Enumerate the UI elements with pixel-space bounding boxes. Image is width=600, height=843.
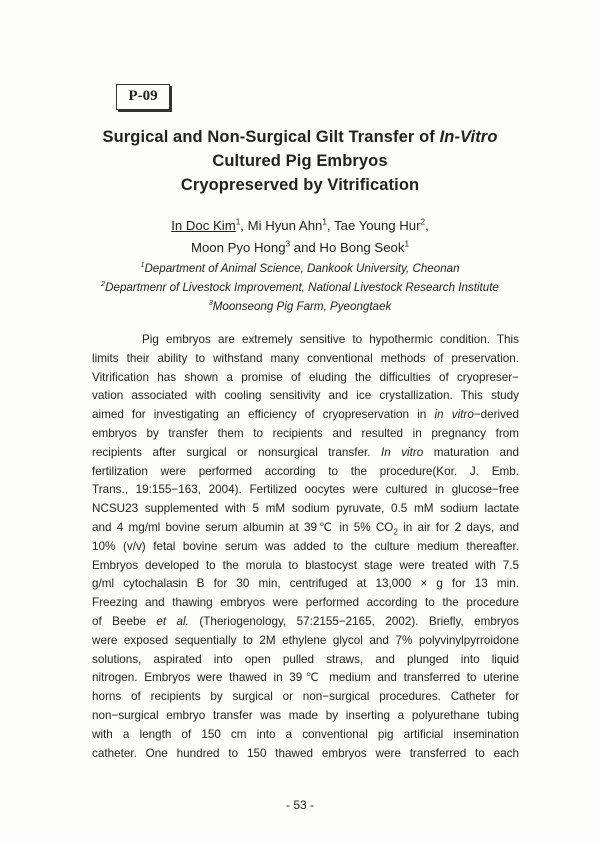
abstract-line: fertilization were performed according to the procedure(Kor. J. Emb. <box>92 464 519 478</box>
abstract-line: were exposed sequentially to 2M ethylene glycol and 7% polyvinylpyrroidone <box>92 633 519 647</box>
abstract-line: recipients after surgical or nonsurgical transfer. In vitro maturation and <box>92 445 519 459</box>
author-list <box>40 215 560 259</box>
abstract-line: Freezing and thawing embryos were performed according to the procedure <box>92 596 519 610</box>
affiliation: $^3$Moonseong Pig Farm, Pyeongtaek <box>208 298 392 313</box>
abstract-line: nitrogen. Embryos were thawed in 39℃ medium and transferred to uterine <box>92 671 519 685</box>
paper-id-box <box>116 84 170 110</box>
abstract-line: vation associated with cooling sensitivity and ice crystallization. This study <box>92 389 519 403</box>
authors-line-1: In Doc Kim$^1$, Mi Hyun Ahn$^1$, Tae Young Hur$^2$, <box>171 217 429 233</box>
abstract-line: embryos by transfer them to recipients and resulted in pregnancy from <box>92 426 519 440</box>
title-line-3: Cryopreserved by Vitrification <box>180 176 420 194</box>
abstract-line: Trans., 19:155−163, 2004). Fertilized oocytes were cultured in glucose−free <box>92 483 519 497</box>
author-name: , Tae Young Hur <box>326 218 421 233</box>
abstract-line: 10% (v/v) fetal bovine serum was added to the culture medium thereafter. <box>92 539 519 553</box>
author-name: and Ho Bong Seok <box>290 240 405 255</box>
abstract-line: g/ml cytochalasin B for 30 min, centrifuged at 13,000 × g for 13 min. <box>92 577 519 591</box>
abstract-line: catheter. One hundred to 150 thawed embryos were transferred to each <box>92 746 519 760</box>
affiliation: $^1$Department of Animal Science, Dankook University, Cheonan <box>140 260 460 275</box>
author-name: Moon Pyo Hong <box>190 240 286 255</box>
abstract-line: and 4 mg/ml bovine serum albumin at 39℃ in 5% $CO_2$ in air for 2 days, and <box>92 520 519 537</box>
abstract-line: aimed for investigating an efficiency of cryopreservation in in vitro−derived <box>92 408 519 422</box>
paper-title <box>40 125 560 197</box>
abstract-line: of Beebe et al. (Theriogenology, 57:2155−2165, 2002). Briefly, embryos <box>92 614 519 628</box>
abstract-line: Vitrification has shown a promise of eluding the difficulties of cryopreser− <box>92 370 519 384</box>
abstract-line: NCSU23 supplemented with 5 mM sodium pyruvate, 0.5 mM sodium lactate <box>92 502 519 516</box>
abstract-line: non−surgical embryo transfer was made by inserting a polyurethane tubing <box>92 708 519 722</box>
affiliation: $^2$Departmenr of Livestock Improvement, National Livestock Research Institute <box>101 279 499 294</box>
paper-id: P-09 <box>128 88 158 104</box>
abstract-line: horns of recipients by surgical or non−surgical procedures. Catheter for <box>92 690 519 704</box>
author-name: , Mi Hyun Ahn <box>240 218 323 233</box>
author-name: In Doc Kim <box>171 218 236 233</box>
abstract-body <box>92 331 519 763</box>
abstract-line: with a length of 150 cm into a conventional pig artificial insemination <box>92 727 519 741</box>
title-line-1: Surgical and Non-Surgical Gilt Transfer of In-Vitro <box>102 128 498 146</box>
authors-line-2: Moon Pyo Hong$^3$ and Ho Bong Seok$^1$ <box>190 239 410 255</box>
abstract-line: Pig embryos are extremely sensitive to hypothermic condition. This <box>142 333 519 346</box>
page-number: - 53 - <box>285 798 314 812</box>
abstract-line: solutions, aspirated into open pulled straws, and plunged into liquid <box>92 652 519 666</box>
title-line-2: Cultured Pig Embryos <box>212 152 388 170</box>
abstract-line: Embryos developed to the morula to blastocyst stage were treated with 7.5 <box>92 558 519 572</box>
abstract-line: limits their ability to withstand many conventional methods of preservation. <box>92 351 519 365</box>
affiliation-list <box>40 259 560 316</box>
